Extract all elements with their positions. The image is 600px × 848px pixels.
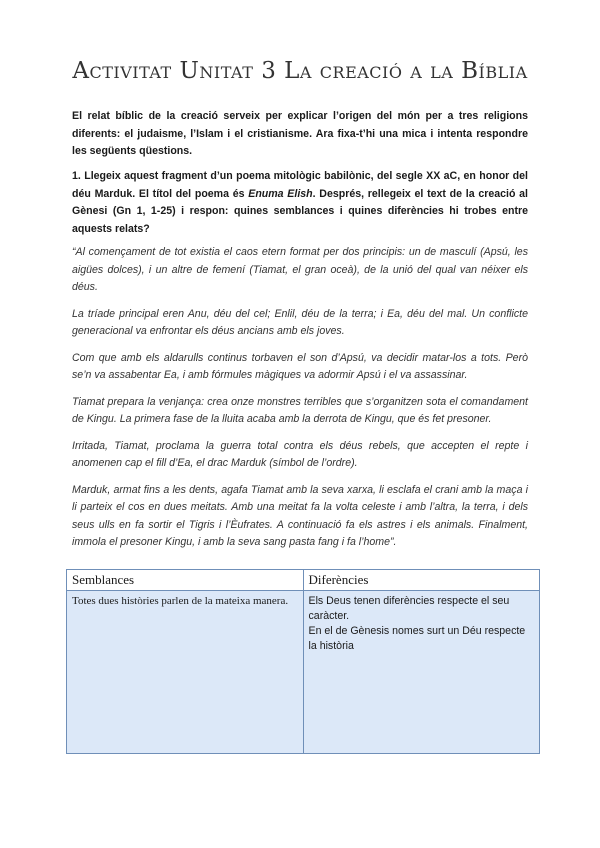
question-1 [72,168,528,238]
page-title: Activitat Unitat 3 La creació a la Bíblia [72,58,528,84]
question-1-text-before: 1. Llegeix aquest fragment d’un poema mitològic babilònic, del segle XX aC, en honor del déu Marduk. El títol del poema és [72,170,528,200]
poem-paragraph: Tiamat prepara la venjança: crea onze monstres terribles que s’organitzen sota el comandament de Kingu. La primera fase de la lluita acaba amb la derrota de Kingu, que és fet presoner. [72,395,528,425]
table-row [67,591,540,754]
table-header-row [67,570,540,591]
semblances-answer: Totes dues històries parlen de la mateixa manera. [72,595,289,607]
intro-paragraph: El relat bíblic de la creació serveix per explicar l’origen del món per a tres religions diferents: el judaisme, l’Islam i el cristianisme. Ara fixa-t’hi una mica i intenta respondre les següents qüestions. [72,110,528,157]
poem-paragraph: La tríade principal eren Anu, déu del cel; Enlil, déu de la terra; i Ea, déu del mal. Un conflicte generacional va enfrontar els déus ancians amb els joves. [72,307,528,337]
cell-diferencies[interactable] [303,591,540,754]
diferencies-answer-line: En el de Gènesis nomes surt un Déu respecte la història [308,625,526,652]
poem-paragraph: Com que amb els aldarulls continus torbaven el son d’Apsú, va decidir matar-los a tots. Però se’n va assabentar Ea, i amb fórmules màgiques va adormir Apsú i el va assassinar. [72,351,528,381]
poem-fragment [72,244,528,561]
poem-title: Enuma Elish [248,187,313,200]
header-diferencies: Diferències [303,570,540,591]
poem-paragraph: Irritada, Tiamat, proclama la guerra total contra els déus rebels, que accepten el repte i anomenen cap el fill d’Ea, el drac Marduk (símbol de l’ordre). [72,439,528,469]
header-semblances: Semblances [67,570,304,591]
question-1-text-after: . Després, rellegeix el text de la creació al Gènesi (Gn 1, 1-25) i respon: quines semblances i quines diferències hi trobes entre aquests relats? [72,187,528,235]
poem-paragraph: Marduk, armat fins a les dents, agafa Tiamat amb la seva xarxa, li esclafa el crani amb la maça i li parteix el cos en dues meitats. Amb una meitat fa la volta celeste i amb l’altra, la terra, i dels seus ulls en fa sortir el Tigris i l’Èufrates. A continuació fa els astres i els animals. Finalment, immola el presoner Kingu, i amb la seva sang pasta fang i fa l’home”. [72,483,528,548]
poem-paragraph: “Al començament de tot existia el caos etern format per dos principis: un de masculí (Apsú, les aigües dolces), i un altre de femení (Tiamat, el gran oceà), de la unió del qual van néixer els déus. [72,246,528,293]
diferencies-answer-line: Els Deus tenen diferències respecte el seu caràcter. [308,595,510,622]
comparison-table [66,569,540,754]
cell-semblances[interactable] [67,591,304,754]
